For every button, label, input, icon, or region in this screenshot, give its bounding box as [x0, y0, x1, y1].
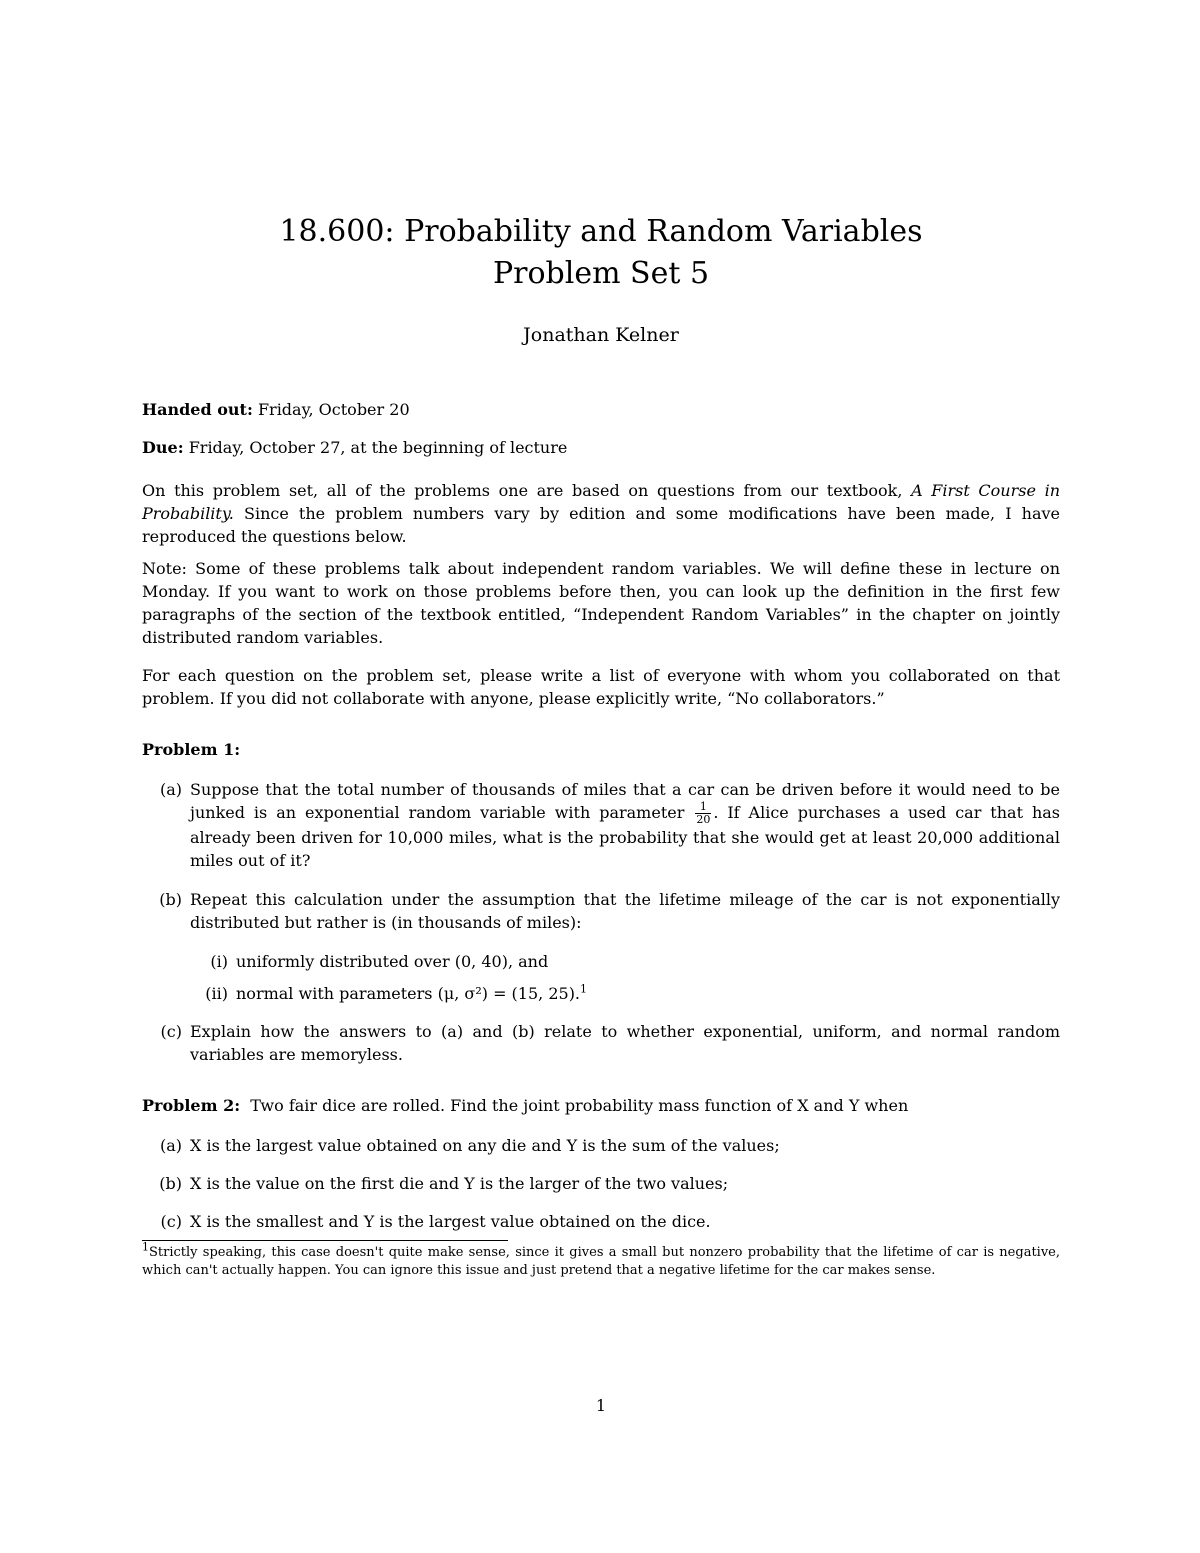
problem2-b-label: (b): [159, 1174, 182, 1193]
problem1-a-label: (a): [159, 780, 182, 799]
footnote-number: 1: [142, 1240, 149, 1254]
due-label: Due:: [142, 438, 184, 457]
fraction: $\frac{1}{20}$: [696, 800, 711, 826]
problem1-heading: Problem 1:: [142, 740, 241, 759]
handed-out-label: Handed out:: [142, 400, 253, 419]
due-value: Friday, October 27, at the beginning of lecture: [188, 438, 568, 457]
footnote-marker: 1: [580, 982, 588, 996]
problem2-intro-line: [142, 1094, 1060, 1117]
problem1-b-ii-label: (ii): [205, 984, 228, 1003]
problem2-c-label: (c): [160, 1212, 182, 1231]
problem2-c-text: X is the smallest and Y is the largest value obtained on the dice.: [190, 1212, 711, 1231]
author: Jonathan Kelner: [523, 324, 679, 346]
document-subtitle: Problem Set 5: [492, 256, 710, 291]
problem1-b-text: Repeat this calculation under the assumption that the lifetime mileage of the car is not exponentially distributed but rather is (in thousands of miles):: [190, 890, 1060, 932]
footnote-text: Strictly speaking, this case doesn't quite make sense, since it gives a small but nonzero probability that the lifetime of car is negative, which can't actually happen. You can ignore this issue and just pretend that a negative lifetime for the car makes sense.: [142, 1245, 1060, 1278]
document-title: 18.600: Probability and Random Variables: [279, 214, 923, 249]
intro-text-a: On this problem set, all of the problems one are based on questions from our textbook,: [142, 481, 903, 500]
intro-text-b: Since the problem numbers vary by edition and some modifications have been made, I have reproduced the questions below.: [142, 504, 1060, 546]
due-line: [142, 436, 1060, 459]
problem1-c-text: Explain how the answers to (a) and (b) relate to whether exponential, uniform, and normal random variables are memoryless.: [190, 1022, 1060, 1064]
problem2-a-label: (a): [159, 1136, 182, 1155]
handed-out-value: Friday, October 20: [257, 400, 410, 419]
problem1-b-i-text: uniformly distributed over (0, 40), and: [236, 952, 549, 971]
footnote-rule: [142, 1240, 508, 1241]
intro-paragraph: [142, 479, 1060, 548]
problem1-c-label: (c): [160, 1022, 182, 1041]
problem2-b-text: X is the value on the first die and Y is the larger of the two values;: [190, 1174, 729, 1193]
problem2-intro: Two fair dice are rolled. Find the joint probability mass function of X and Y when: [250, 1096, 909, 1115]
problem2-a-text: X is the largest value obtained on any die and Y is the sum of the values;: [190, 1136, 780, 1155]
textbook-title: A First Course in Probability.: [142, 481, 1061, 523]
problem1-b-label: (b): [159, 890, 182, 909]
footnote: [142, 1240, 1060, 1280]
note-paragraph: Note: Some of these problems talk about independent random variables. We will define these in lecture on Monday. If you want to work on those problems before then, you can look up the definition in the first few paragraphs of the section of the textbook entitled, “Independent Random Variables” in the chapter on jointly distributed random variables.: [142, 559, 1060, 647]
handed-out-line: [142, 398, 1060, 421]
document-page: [142, 0, 1060, 1553]
problem1-a-text: Suppose that the total number of thousands of miles that a car can be driven before it would need to be junked is an exponential random variable with parameter $\frac{1}{20}$ . If Alice purchases a used car that has already been driven for 10,000 miles, what is the probability that she would get at least 20,000 additional miles out of it?: [190, 780, 1060, 870]
collaboration-paragraph: For each question on the problem set, please write a list of everyone with whom you collaborated on that problem. If you did not collaborate with anyone, please explicitly write, “No collaborators.”: [142, 666, 1060, 708]
problem1-b-i-label: (i): [210, 952, 228, 971]
problem2-heading: Problem 2:: [142, 1096, 241, 1115]
page-number: 1: [595, 1396, 607, 1415]
problem1-b-ii-text: normal with parameters (μ, σ²) = (15, 25).$^1$: [236, 982, 588, 1003]
